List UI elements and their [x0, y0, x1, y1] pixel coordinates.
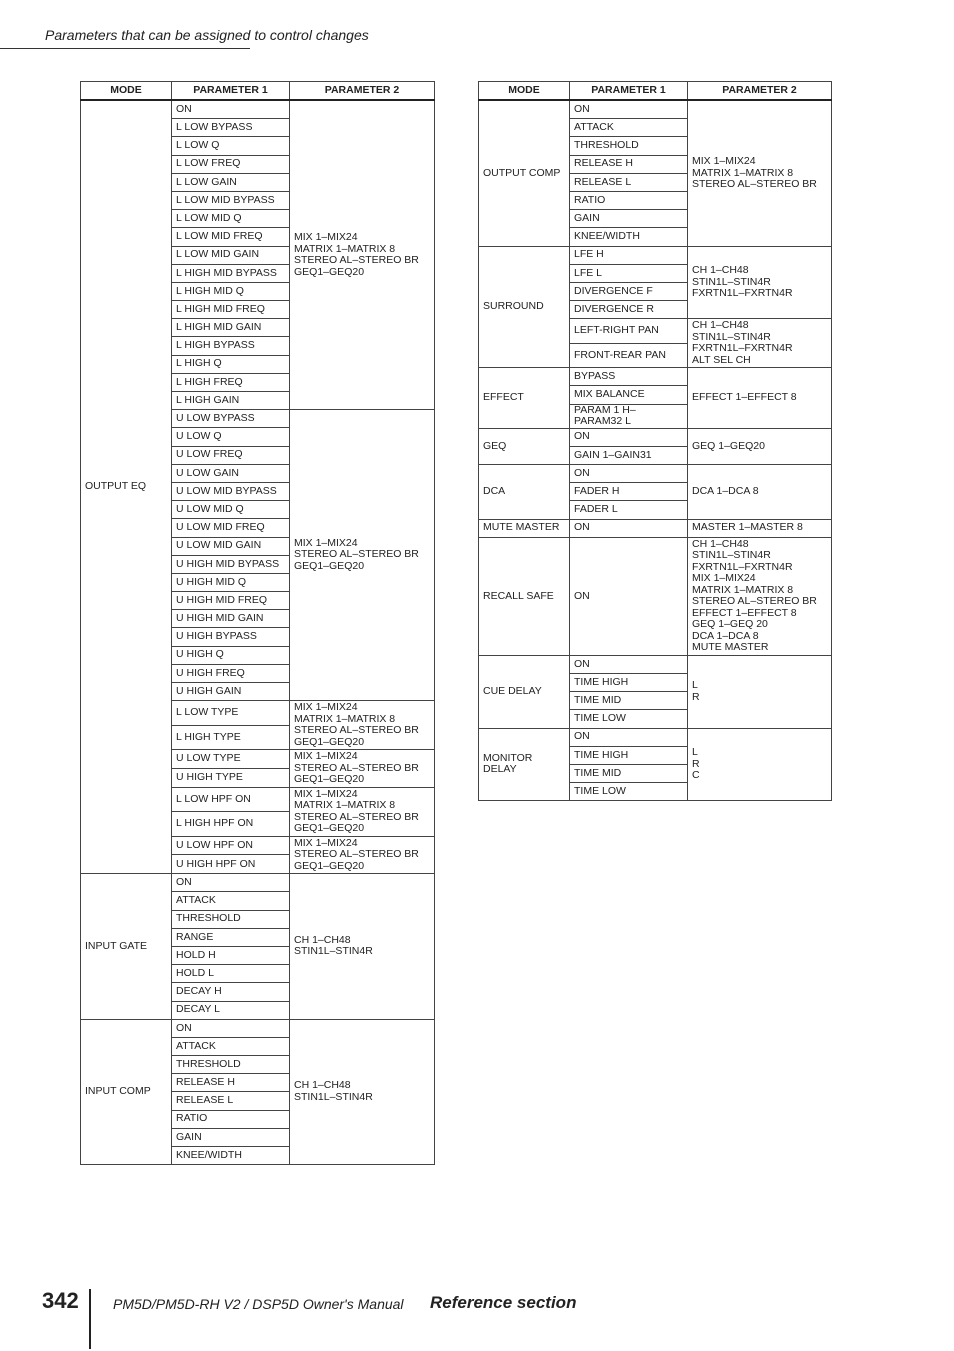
- parameter-1-cell: TIME HIGH: [570, 673, 688, 691]
- parameter-1-cell: KNEE/WIDTH: [570, 228, 688, 246]
- parameter-1-cell: TIME LOW: [570, 783, 688, 801]
- parameter-1-cell: L LOW BYPASS: [172, 119, 290, 137]
- parameter-1-cell: RELEASE L: [172, 1092, 290, 1110]
- parameter-1-cell: ON: [172, 874, 290, 892]
- parameter-1-cell: MIX BALANCE: [570, 386, 688, 404]
- table-row: [81, 100, 435, 119]
- parameter-1-cell: U HIGH MID FREQ: [172, 592, 290, 610]
- parameter-1-cell: L HIGH HPF ON: [172, 812, 290, 837]
- parameter-2-cell: DCA 1–DCA 8: [688, 465, 832, 520]
- mode-cell: EFFECT: [479, 368, 570, 428]
- parameter-1-cell: DIVERGENCE R: [570, 301, 688, 319]
- header-parameter-2: PARAMETER 2: [290, 82, 435, 101]
- table-row: [479, 519, 832, 537]
- mode-cell: SURROUND: [479, 246, 570, 368]
- parameter-2-cell: CH 1–CH48 STIN1L–STIN4R FXRTN1L–FXRTN4R: [688, 246, 832, 319]
- parameter-table-left: [80, 81, 435, 1165]
- parameter-1-cell: L HIGH Q: [172, 355, 290, 373]
- header-mode: MODE: [479, 82, 570, 101]
- parameter-1-cell: ON: [570, 465, 688, 483]
- header-parameter-1: PARAMETER 1: [172, 82, 290, 101]
- parameter-1-cell: L HIGH MID FREQ: [172, 301, 290, 319]
- section-title: Reference section: [430, 1293, 577, 1312]
- parameter-1-cell: ATTACK: [172, 1037, 290, 1055]
- parameter-2-cell: MIX 1–MIX24 MATRIX 1–MATRIX 8 STEREO AL–STEREO BR GEQ1–GEQ20: [290, 701, 435, 750]
- parameter-1-cell: GAIN 1–GAIN31: [570, 446, 688, 464]
- parameter-2-cell: EFFECT 1–EFFECT 8: [688, 368, 832, 428]
- page-header-title: Parameters that can be assigned to control changes: [45, 27, 369, 43]
- mode-cell: OUTPUT EQ: [81, 100, 172, 874]
- parameter-1-cell: L HIGH FREQ: [172, 373, 290, 391]
- mode-cell: MONITOR DELAY: [479, 728, 570, 801]
- parameter-1-cell: HOLD H: [172, 946, 290, 964]
- header-parameter-2: PARAMETER 2: [688, 82, 832, 101]
- table-header-row: [479, 82, 832, 101]
- parameter-1-cell: U HIGH FREQ: [172, 664, 290, 682]
- parameter-1-cell: DIVERGENCE F: [570, 282, 688, 300]
- parameter-1-cell: ON: [172, 100, 290, 119]
- parameter-1-cell: L HIGH MID GAIN: [172, 319, 290, 337]
- parameter-1-cell: FADER H: [570, 483, 688, 501]
- parameter-2-cell: CH 1–CH48 STIN1L–STIN4R: [290, 874, 435, 1020]
- mode-cell: OUTPUT COMP: [479, 100, 570, 246]
- parameter-1-cell: LEFT-RIGHT PAN: [570, 319, 688, 344]
- parameter-1-cell: U LOW GAIN: [172, 464, 290, 482]
- parameter-1-cell: L HIGH BYPASS: [172, 337, 290, 355]
- parameter-1-cell: TIME HIGH: [570, 746, 688, 764]
- parameter-1-cell: ON: [570, 537, 688, 655]
- parameter-1-cell: U HIGH MID GAIN: [172, 610, 290, 628]
- parameter-1-cell: ATTACK: [172, 892, 290, 910]
- table-row: [479, 368, 832, 386]
- parameter-1-cell: U LOW TYPE: [172, 750, 290, 769]
- parameter-1-cell: U HIGH Q: [172, 646, 290, 664]
- header-mode: MODE: [81, 82, 172, 101]
- parameter-2-cell: MIX 1–MIX24 STEREO AL–STEREO BR GEQ1–GEQ20: [290, 750, 435, 788]
- parameter-1-cell: LFE L: [570, 264, 688, 282]
- parameter-1-cell: U LOW HPF ON: [172, 836, 290, 855]
- parameter-1-cell: U HIGH BYPASS: [172, 628, 290, 646]
- parameter-1-cell: ON: [570, 100, 688, 119]
- mode-cell: CUE DELAY: [479, 655, 570, 728]
- parameter-2-cell: CH 1–CH48 STIN1L–STIN4R FXRTN1L–FXRTN4R ALT SEL CH: [688, 319, 832, 368]
- parameter-1-cell: THRESHOLD: [172, 1056, 290, 1074]
- parameter-1-cell: DECAY L: [172, 1001, 290, 1019]
- parameter-1-cell: ON: [570, 655, 688, 673]
- parameter-1-cell: L LOW GAIN: [172, 173, 290, 191]
- parameter-1-cell: BYPASS: [570, 368, 688, 386]
- table-row: [479, 100, 832, 119]
- parameter-1-cell: TIME MID: [570, 764, 688, 782]
- parameter-1-cell: L LOW MID GAIN: [172, 246, 290, 264]
- mode-cell: MUTE MASTER: [479, 519, 570, 537]
- parameter-1-cell: L HIGH MID Q: [172, 282, 290, 300]
- parameter-1-cell: U HIGH GAIN: [172, 683, 290, 701]
- footer-divider: [89, 1289, 91, 1349]
- parameter-1-cell: RELEASE H: [570, 155, 688, 173]
- table-row: [479, 537, 832, 655]
- table-row: [479, 246, 832, 264]
- parameter-1-cell: L LOW TYPE: [172, 701, 290, 726]
- parameter-1-cell: U LOW BYPASS: [172, 410, 290, 428]
- table-row: [81, 874, 435, 892]
- parameter-1-cell: ATTACK: [570, 119, 688, 137]
- parameter-2-cell: CH 1–CH48 STIN1L–STIN4R: [290, 1019, 435, 1165]
- parameter-1-cell: U HIGH MID BYPASS: [172, 555, 290, 573]
- parameter-1-cell: KNEE/WIDTH: [172, 1147, 290, 1165]
- parameter-2-cell: MASTER 1–MASTER 8: [688, 519, 832, 537]
- mode-cell: DCA: [479, 465, 570, 520]
- table-row: [479, 728, 832, 746]
- parameter-2-cell: MIX 1–MIX24 MATRIX 1–MATRIX 8 STEREO AL–STEREO BR GEQ1–GEQ20: [290, 787, 435, 836]
- mode-cell: INPUT GATE: [81, 874, 172, 1020]
- parameter-2-cell: MIX 1–MIX24 STEREO AL–STEREO BR GEQ1–GEQ20: [290, 836, 435, 874]
- parameter-1-cell: L HIGH MID BYPASS: [172, 264, 290, 282]
- header-rule: [0, 48, 250, 49]
- table-row: [81, 1019, 435, 1037]
- parameter-1-cell: U HIGH HPF ON: [172, 855, 290, 874]
- parameter-1-cell: U LOW MID GAIN: [172, 537, 290, 555]
- parameter-1-cell: ON: [570, 728, 688, 746]
- mode-cell: GEQ: [479, 428, 570, 464]
- parameter-1-cell: L HIGH TYPE: [172, 725, 290, 750]
- table-row: [479, 655, 832, 673]
- parameter-2-cell: MIX 1–MIX24 MATRIX 1–MATRIX 8 STEREO AL–STEREO BR: [688, 100, 832, 246]
- parameter-2-cell: GEQ 1–GEQ20: [688, 428, 832, 464]
- parameter-1-cell: L LOW MID BYPASS: [172, 191, 290, 209]
- parameter-1-cell: U HIGH MID Q: [172, 573, 290, 591]
- parameter-1-cell: THRESHOLD: [570, 137, 688, 155]
- page-number: 342: [42, 1288, 79, 1313]
- parameter-1-cell: FRONT-REAR PAN: [570, 343, 688, 368]
- parameter-1-cell: LFE H: [570, 246, 688, 264]
- parameter-1-cell: U LOW MID FREQ: [172, 519, 290, 537]
- parameter-1-cell: RATIO: [570, 191, 688, 209]
- table-row: [479, 428, 832, 446]
- parameter-1-cell: GAIN: [570, 210, 688, 228]
- parameter-1-cell: TIME LOW: [570, 710, 688, 728]
- parameter-1-cell: PARAM 1 H– PARAM32 L: [570, 404, 688, 428]
- parameter-1-cell: U LOW Q: [172, 428, 290, 446]
- table-header-row: [81, 82, 435, 101]
- parameter-1-cell: L LOW MID FREQ: [172, 228, 290, 246]
- parameter-1-cell: HOLD L: [172, 965, 290, 983]
- parameter-1-cell: U LOW MID BYPASS: [172, 482, 290, 500]
- parameter-1-cell: L LOW FREQ: [172, 155, 290, 173]
- parameter-1-cell: U HIGH TYPE: [172, 768, 290, 787]
- mode-cell: RECALL SAFE: [479, 537, 570, 655]
- parameter-1-cell: RATIO: [172, 1110, 290, 1128]
- table-row: [479, 465, 832, 483]
- parameter-2-cell: L R C: [688, 728, 832, 801]
- parameter-1-cell: ON: [570, 519, 688, 537]
- parameter-1-cell: THRESHOLD: [172, 910, 290, 928]
- parameter-1-cell: RELEASE H: [172, 1074, 290, 1092]
- parameter-1-cell: ON: [172, 1019, 290, 1037]
- parameter-2-cell: CH 1–CH48 STIN1L–STIN4R FXRTN1L–FXRTN4R MIX 1–MIX24 MATRIX 1–MATRIX 8 STEREO AL–STEREO BR EFFECT 1–EFFECT 8 GEQ 1–GEQ 20 DCA 1–DCA 8 MUTE MASTER: [688, 537, 832, 655]
- manual-title: PM5D/PM5D-RH V2 / DSP5D Owner's Manual: [113, 1296, 404, 1312]
- parameter-1-cell: DECAY H: [172, 983, 290, 1001]
- parameter-1-cell: RELEASE L: [570, 173, 688, 191]
- parameter-1-cell: L LOW HPF ON: [172, 787, 290, 812]
- parameter-1-cell: L LOW MID Q: [172, 210, 290, 228]
- parameter-1-cell: GAIN: [172, 1128, 290, 1146]
- mode-cell: INPUT COMP: [81, 1019, 172, 1165]
- parameter-2-cell: MIX 1–MIX24 STEREO AL–STEREO BR GEQ1–GEQ20: [290, 410, 435, 701]
- parameter-1-cell: TIME MID: [570, 692, 688, 710]
- parameter-2-cell: L R: [688, 655, 832, 728]
- parameter-1-cell: FADER L: [570, 501, 688, 519]
- parameter-1-cell: L LOW Q: [172, 137, 290, 155]
- parameter-1-cell: RANGE: [172, 928, 290, 946]
- parameter-2-cell: MIX 1–MIX24 MATRIX 1–MATRIX 8 STEREO AL–STEREO BR GEQ1–GEQ20: [290, 100, 435, 410]
- parameter-1-cell: U LOW MID Q: [172, 501, 290, 519]
- parameter-1-cell: L HIGH GAIN: [172, 392, 290, 410]
- parameter-table-right: [478, 81, 832, 801]
- parameter-1-cell: U LOW FREQ: [172, 446, 290, 464]
- parameter-1-cell: ON: [570, 428, 688, 446]
- header-parameter-1: PARAMETER 1: [570, 82, 688, 101]
